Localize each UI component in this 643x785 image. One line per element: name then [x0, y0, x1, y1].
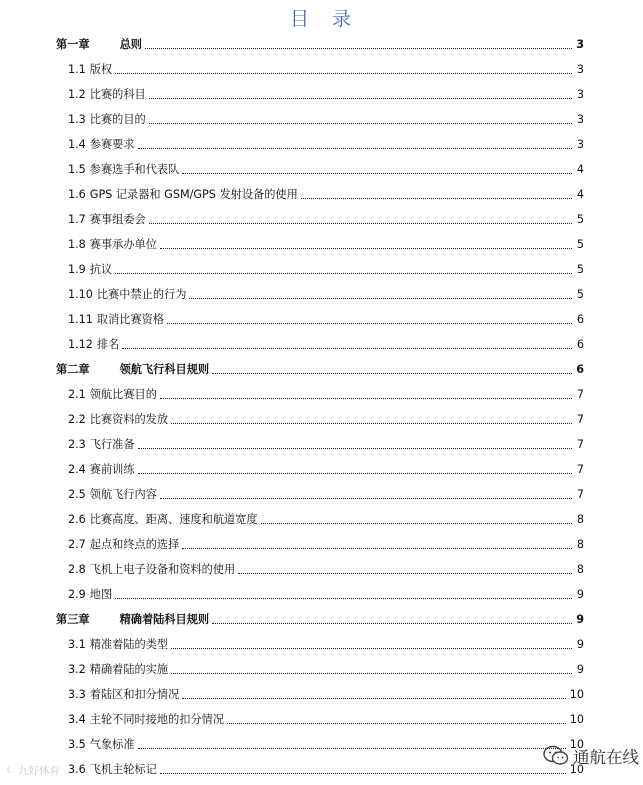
section-number: 2.2	[68, 413, 86, 426]
section-title: 赛前训练	[89, 463, 135, 476]
chapter-number: 第三章	[56, 613, 90, 626]
page-number: 8	[576, 513, 584, 526]
page-number: 9	[576, 663, 584, 676]
dot-leader	[182, 698, 565, 699]
page-number: 7	[576, 463, 584, 476]
page-number: 4	[576, 163, 584, 176]
section-number: 1.11	[68, 313, 93, 326]
section-title: GPS 记录器和 GSM/GPS 发射设备的使用	[89, 188, 298, 201]
toc-chapter-row[interactable]	[56, 607, 584, 627]
dot-leader	[149, 98, 572, 99]
page-number: 3	[576, 63, 584, 76]
toc-entry-row[interactable]	[68, 757, 584, 777]
section-number: 3.1	[68, 638, 86, 651]
dot-leader	[149, 223, 572, 224]
section-number: 1.8	[68, 238, 86, 251]
section-number: 1.3	[68, 113, 86, 126]
section-number: 1.10	[68, 288, 93, 301]
section-number: 1.4	[68, 138, 86, 151]
page-number: 9	[576, 588, 584, 601]
page-number: 9	[576, 613, 584, 626]
dot-leader	[138, 148, 572, 149]
toc-entry-row[interactable]	[68, 107, 584, 127]
section-title: 比赛资料的发放	[89, 413, 169, 426]
toc-entry-row[interactable]	[68, 532, 584, 552]
dot-leader	[115, 73, 572, 74]
dot-leader	[138, 473, 572, 474]
page-number: 3	[576, 88, 584, 101]
watermark-left-text: 九好体育	[17, 765, 60, 777]
page-number: 6	[576, 338, 584, 351]
section-title: 比赛高度、距离、速度和航道宽度	[89, 513, 258, 526]
dot-leader	[122, 348, 572, 349]
dot-leader	[115, 273, 572, 274]
section-number: 1.9	[68, 263, 86, 276]
page-number: 10	[569, 688, 584, 701]
page-number: 4	[576, 188, 584, 201]
dot-leader	[189, 298, 572, 299]
dot-leader	[171, 423, 572, 424]
toc-entry-row[interactable]	[68, 707, 584, 727]
page-number: 7	[576, 488, 584, 501]
page-number: 6	[576, 313, 584, 326]
section-number: 3.3	[68, 688, 86, 701]
dot-leader	[238, 573, 572, 574]
section-title: 精确着陆的实施	[89, 663, 169, 676]
section-number: 1.12	[68, 338, 93, 351]
toc-chapter-row[interactable]	[56, 357, 584, 377]
toc-entry-row[interactable]	[68, 582, 584, 602]
dot-leader	[167, 323, 572, 324]
dot-leader	[149, 123, 572, 124]
section-number: 3.6	[68, 763, 86, 776]
section-title: 参赛选手和代表队	[89, 163, 180, 176]
page-number: 3	[576, 38, 584, 51]
toc-entry-row[interactable]	[68, 332, 584, 352]
page-number: 10	[569, 763, 584, 776]
toc-entry-row[interactable]	[68, 182, 584, 202]
section-title: 取消比赛资格	[96, 313, 165, 326]
toc-entry-row[interactable]	[68, 407, 584, 427]
section-title: 排名	[96, 338, 120, 351]
toc-entry-row[interactable]	[68, 557, 584, 577]
page-number: 7	[576, 413, 584, 426]
section-title: 抗议	[89, 263, 113, 276]
toc-chapter-row[interactable]	[56, 32, 584, 52]
toc-entry-row[interactable]	[68, 157, 584, 177]
page-number: 5	[576, 288, 584, 301]
dot-leader	[301, 198, 572, 199]
dot-leader	[171, 673, 572, 674]
section-title: 着陆区和扣分情况	[89, 688, 180, 701]
toc-entry-row[interactable]	[68, 257, 584, 277]
toc-entry-row[interactable]	[68, 207, 584, 227]
page-number: 5	[576, 263, 584, 276]
section-number: 3.2	[68, 663, 86, 676]
section-number: 1.1	[68, 63, 86, 76]
section-number: 3.4	[68, 713, 86, 726]
watermark-left	[6, 763, 60, 778]
section-number: 2.1	[68, 388, 86, 401]
page-number: 7	[576, 388, 584, 401]
section-number: 3.5	[68, 738, 86, 751]
page-number: 10	[569, 738, 584, 751]
dot-leader	[160, 498, 572, 499]
toc-entry-row[interactable]	[68, 57, 584, 77]
toc-entry-row[interactable]	[68, 282, 584, 302]
section-title: 气象标准	[89, 738, 135, 751]
chapter-title: 领航飞行科目规则	[119, 363, 210, 376]
section-title: 地图	[89, 588, 113, 601]
toc-entry-row[interactable]	[68, 132, 584, 152]
toc-entry-row[interactable]	[68, 507, 584, 527]
dot-leader	[182, 548, 572, 549]
section-title: 飞行准备	[89, 438, 135, 451]
section-number: 1.2	[68, 88, 86, 101]
toc-entry-row[interactable]	[68, 682, 584, 702]
toc-entry-row[interactable]	[68, 457, 584, 477]
watermark-right	[543, 744, 639, 768]
page-number: 6	[576, 363, 584, 376]
dot-leader	[138, 748, 566, 749]
dot-leader	[160, 773, 566, 774]
section-title: 比赛的科目	[89, 88, 146, 101]
page-number: 5	[576, 238, 584, 251]
section-title: 飞机主轮标记	[89, 763, 157, 776]
section-title: 版权	[89, 63, 113, 76]
toc-entry-row[interactable]	[68, 432, 584, 452]
dot-leader	[227, 723, 566, 724]
toc-title: 目 录	[289, 8, 353, 30]
section-number: 2.7	[68, 538, 86, 551]
section-number: 2.4	[68, 463, 86, 476]
chapter-number: 第一章	[56, 38, 90, 51]
toc-entry-row[interactable]	[68, 82, 584, 102]
section-title: 比赛中禁止的行为	[96, 288, 187, 301]
section-title: 比赛的目的	[89, 113, 146, 126]
dot-leader	[212, 623, 572, 624]
dot-leader	[212, 373, 572, 374]
toc-entry-row[interactable]	[68, 382, 584, 402]
page-number: 3	[576, 138, 584, 151]
page-number: 7	[576, 438, 584, 451]
dot-leader	[145, 48, 572, 49]
dot-leader	[115, 598, 572, 599]
page-number: 9	[576, 638, 584, 651]
section-title: 赛事承办单位	[89, 238, 157, 251]
dot-leader	[261, 523, 572, 524]
toc-entry-row[interactable]	[68, 657, 584, 677]
dot-leader	[160, 398, 572, 399]
section-number: 2.9	[68, 588, 86, 601]
section-number: 1.6	[68, 188, 86, 201]
toc-entry-row[interactable]	[68, 307, 584, 327]
section-title: 参赛要求	[89, 138, 135, 151]
section-title: 飞机上电子设备和资料的使用	[89, 563, 236, 576]
section-title: 领航比赛目的	[89, 388, 157, 401]
chapter-title: 精确着陆科目规则	[119, 613, 210, 626]
section-title: 起点和终点的选择	[89, 538, 180, 551]
watermark-right-text: 通航在线	[573, 748, 639, 767]
chapter-title: 总则	[119, 38, 142, 51]
section-number: 1.5	[68, 163, 86, 176]
page-number: 10	[569, 713, 584, 726]
page-number: 3	[576, 113, 584, 126]
section-title: 领航飞行内容	[89, 488, 157, 501]
page-number: 5	[576, 213, 584, 226]
section-number: 2.5	[68, 488, 86, 501]
section-number: 2.3	[68, 438, 86, 451]
section-number: 1.7	[68, 213, 86, 226]
section-title: 精准着陆的类型	[89, 638, 169, 651]
section-number: 2.8	[68, 563, 86, 576]
chapter-number: 第二章	[56, 363, 90, 376]
dot-leader	[160, 248, 572, 249]
dot-leader	[182, 173, 572, 174]
toc-entry-row[interactable]	[68, 632, 584, 652]
page-number: 8	[576, 563, 584, 576]
section-title: 主轮不同时接地的扣分情况	[89, 713, 225, 726]
section-number: 2.6	[68, 513, 86, 526]
dot-leader	[171, 648, 572, 649]
weibo-logo-icon: ☾	[6, 765, 15, 776]
dot-leader	[138, 448, 572, 449]
page-number: 8	[576, 538, 584, 551]
toc-entry-row[interactable]	[68, 732, 584, 752]
section-title: 赛事组委会	[89, 213, 146, 226]
wechat-icon	[543, 745, 569, 767]
toc-entry-row[interactable]	[68, 482, 584, 502]
toc-entry-row[interactable]	[68, 232, 584, 252]
